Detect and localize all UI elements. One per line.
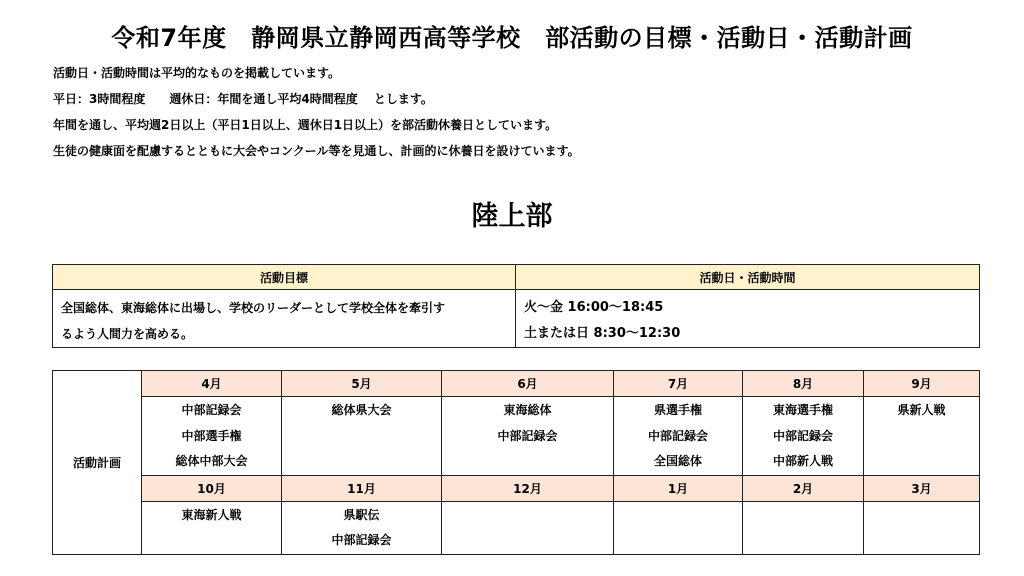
event-item: 中部記録会 xyxy=(497,428,558,443)
goal-header: 活動目標 xyxy=(53,265,516,290)
goal-line: 全国総体、東海総体に出場し、学校のリーダーとして学校全体を牽引す xyxy=(61,301,446,315)
goal-line: るよう人間力を高める。 xyxy=(61,327,194,341)
event-item: 中部記録会 xyxy=(772,428,833,443)
month-header: 4月 xyxy=(142,371,282,397)
month-events xyxy=(614,501,743,554)
goal-table xyxy=(52,264,980,348)
month-events xyxy=(282,501,442,554)
month-events xyxy=(864,501,980,554)
event-item: 中部記録会 xyxy=(331,533,392,547)
schedule-header: 活動日・活動時間 xyxy=(516,265,980,290)
event-item: 総体中部大会 xyxy=(175,454,248,468)
note-line: 生徒の健康面を配慮するとともに大会やコンクール等を見通し、計画的に休養日を設けています。 xyxy=(53,144,580,158)
notes-block xyxy=(53,64,580,168)
event-item: 中部記録会 xyxy=(647,428,708,443)
note-line: 活動日・活動時間は平均的なものを掲載しています。 xyxy=(53,66,341,80)
month-header: 12月 xyxy=(442,475,614,501)
month-header: 7月 xyxy=(614,371,743,397)
month-header: 5月 xyxy=(282,371,442,397)
month-events xyxy=(142,397,282,476)
month-events xyxy=(614,397,743,476)
month-header: 11月 xyxy=(282,475,442,501)
month-header: 8月 xyxy=(743,371,864,397)
month-events xyxy=(442,397,614,476)
page-title: 令和7年度 静岡県立静岡西高等学校 部活動の目標・活動日・活動計画 xyxy=(111,24,913,52)
event-item: 中部記録会 xyxy=(181,403,242,417)
plan-label: 活動計画 xyxy=(53,371,142,555)
schedule-line: 土または日 8:30～12:30 xyxy=(524,326,681,341)
month-header: 3月 xyxy=(864,475,980,501)
month-events xyxy=(743,397,864,476)
month-events xyxy=(743,501,864,554)
event-item: 東海総体 xyxy=(503,403,552,417)
event-item: 全国総体 xyxy=(653,454,702,468)
month-header: 9月 xyxy=(864,371,980,397)
month-header: 2月 xyxy=(743,475,864,501)
plan-table xyxy=(52,370,980,555)
club-name: 陸上部 xyxy=(471,201,553,232)
event-item: 中部選手権 xyxy=(181,428,242,443)
month-events xyxy=(864,397,980,476)
goal-text xyxy=(53,290,516,348)
month-events xyxy=(142,501,282,554)
event-item: 県選手権 xyxy=(653,403,702,417)
month-events xyxy=(282,397,442,476)
month-header: 1月 xyxy=(614,475,743,501)
schedule-text xyxy=(516,290,980,348)
event-item: 県駅伝 xyxy=(343,507,380,522)
event-item: 東海選手権 xyxy=(772,403,833,417)
note-line: 年間を通し、平均週2日以上（平日1日以上、週休日1日以上）を部活動休養日としています。 xyxy=(53,118,558,132)
month-header: 10月 xyxy=(142,475,282,501)
event-item: 中部新人戦 xyxy=(772,454,833,468)
month-header: 6月 xyxy=(442,371,614,397)
note-line: 平日：3時間程度 週休日：年間を通し平均4時間程度 とします。 xyxy=(53,92,433,106)
event-item: 総体県大会 xyxy=(331,403,392,417)
schedule-line: 火～金 16:00～18:45 xyxy=(524,300,664,315)
event-item: 東海新人戦 xyxy=(181,507,242,522)
month-events xyxy=(442,501,614,554)
event-item: 県新人戦 xyxy=(897,403,946,417)
